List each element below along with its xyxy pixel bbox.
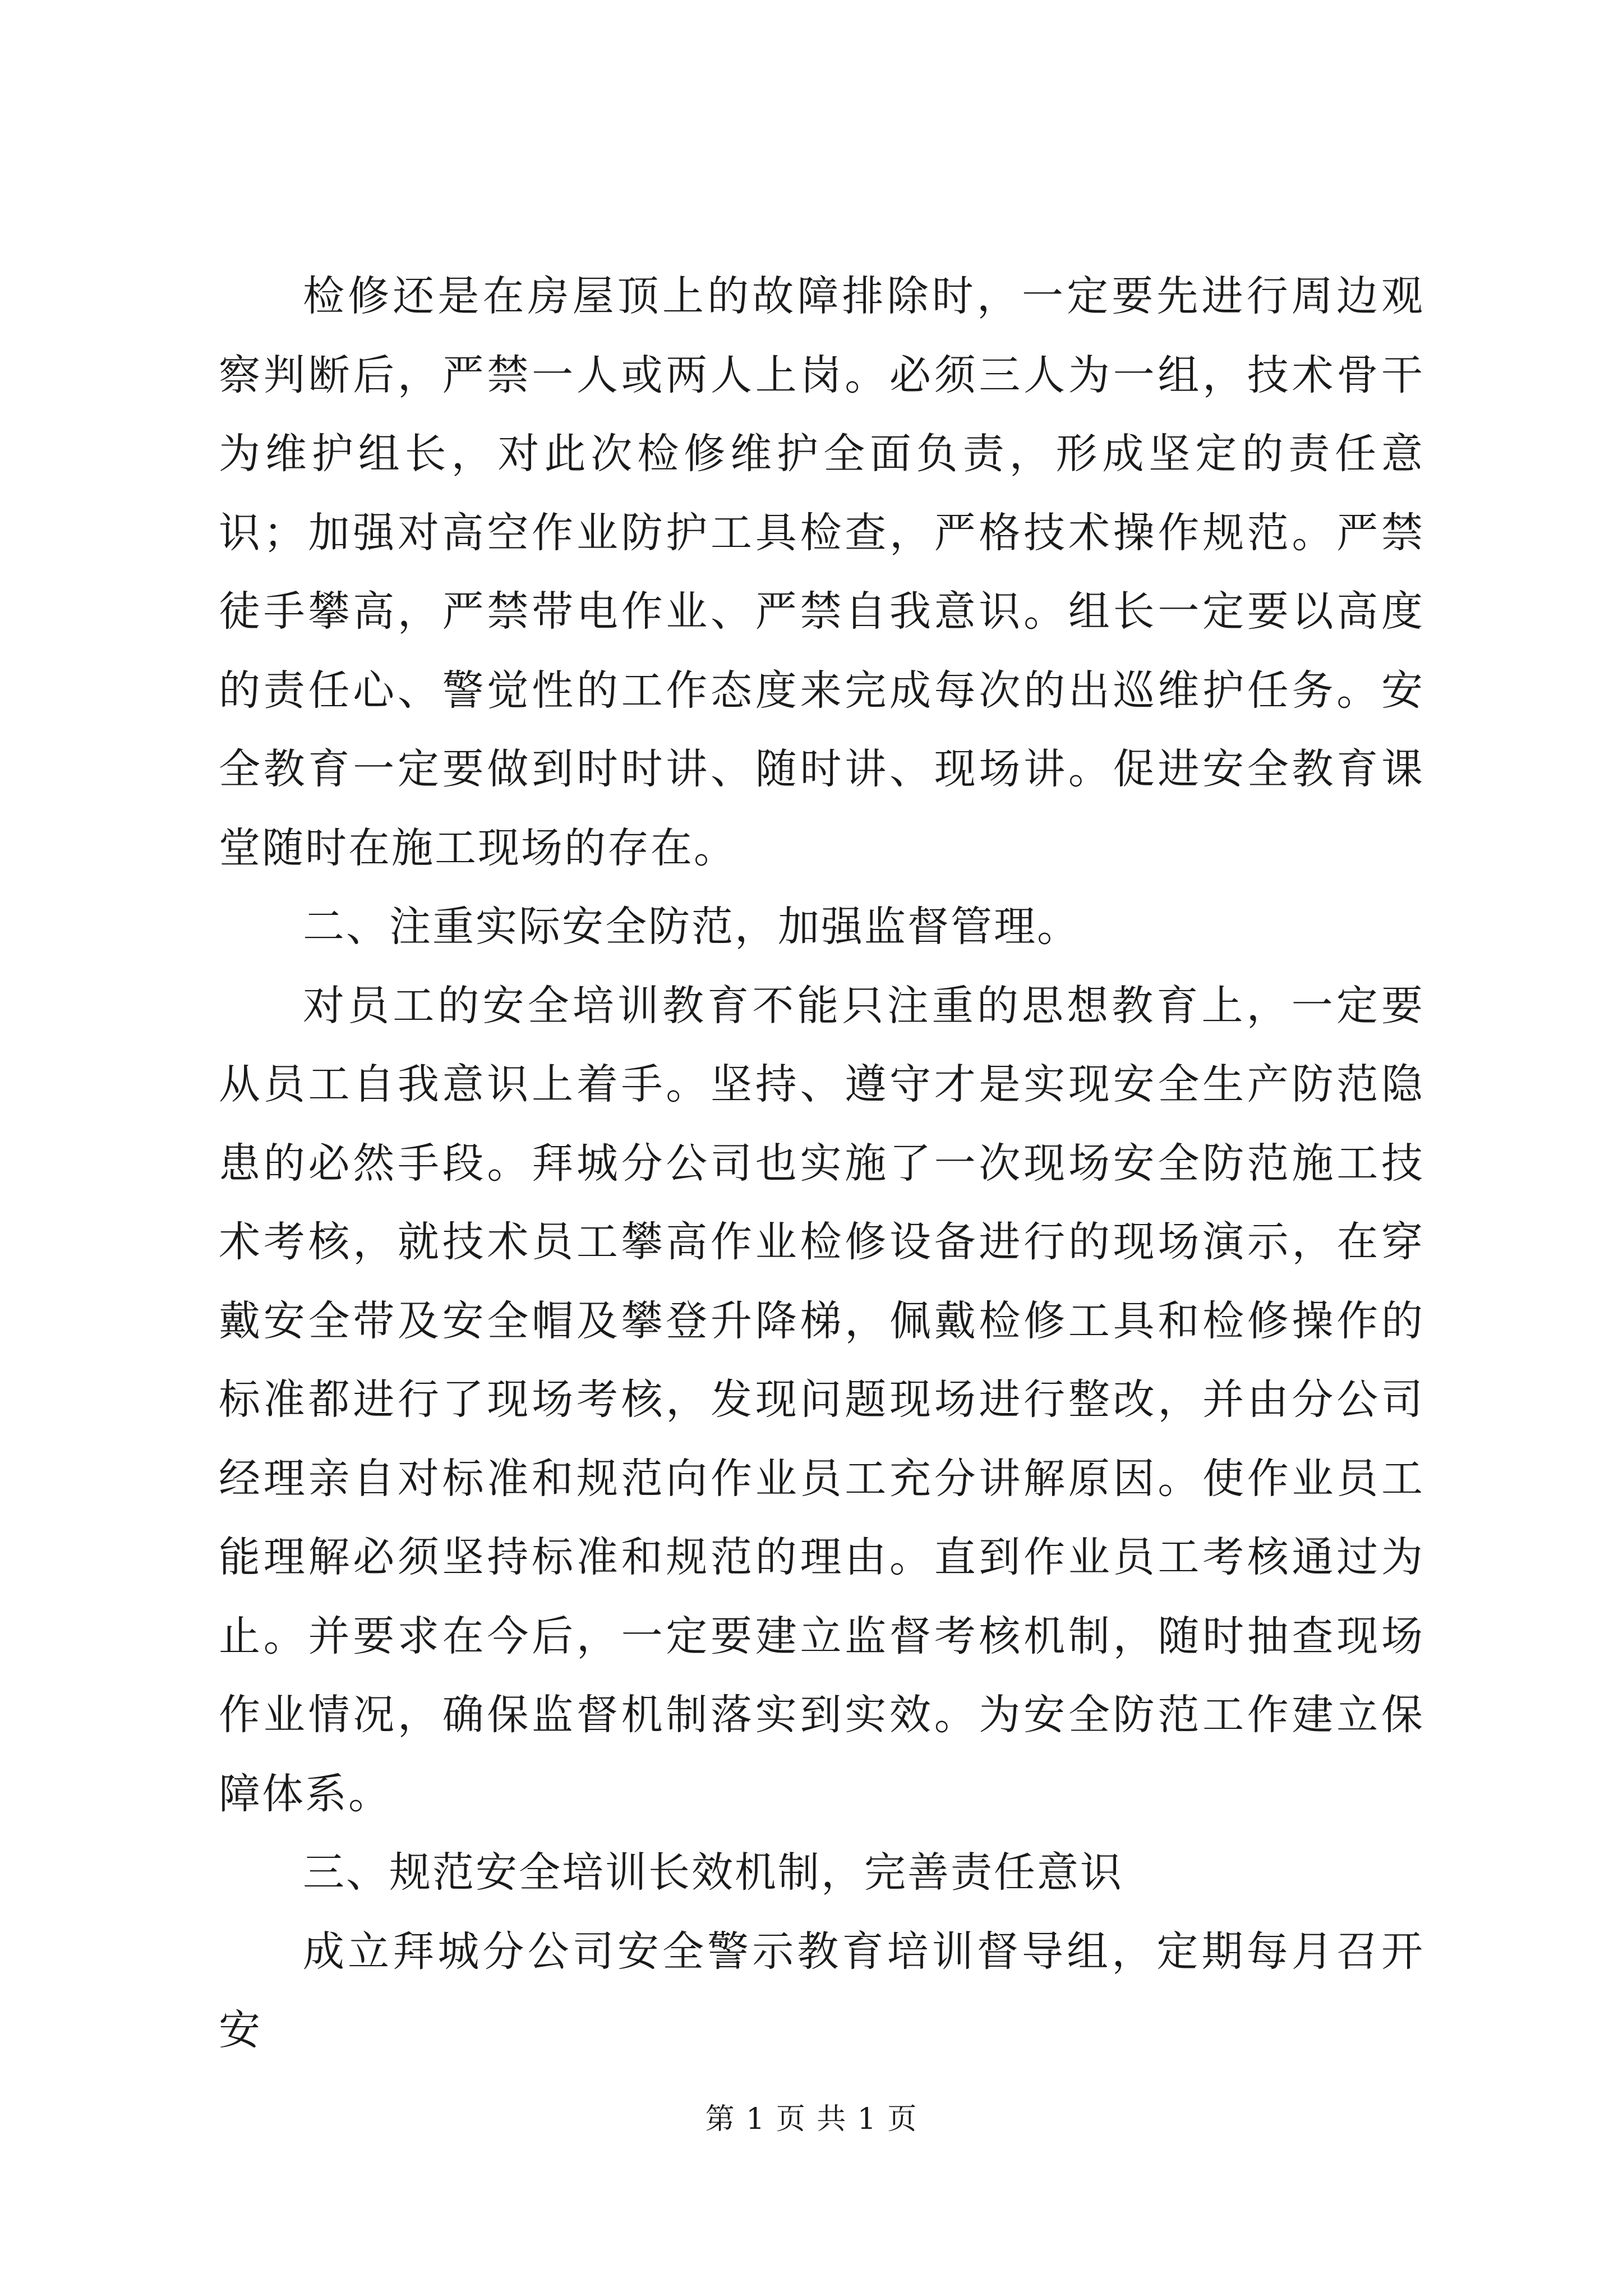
section-heading-2: 二、注重实际安全防范，加强监督管理。	[303, 903, 1080, 951]
page-footer: 第 1 页 共 1 页	[705, 2102, 918, 2136]
section-heading-3: 三、规范安全培训长效机制，完善责任意识	[303, 1848, 1123, 1897]
paragraph-supervision: 对员工的安全培训教育不能只注重的思想教育上，一定要从员工自我意识上着手。坚持、遵守才是实现安全生产防范隐患的必然手段。拜城分公司也实施了一次现场安全防范施工技术考核，就技术员工攀高作业检修设备进行的现场演示，在穿戴安全带及安全帽及攀登升降梯，佩戴检修工具和检修操作的标准都进行了现场考核，发现问题现场进行整改，并由分公司经理亲自对标准和规范向作业员工充分讲解原因。使作业员工能理解必须坚持标准和规范的理由。直到作业员工考核通过为止。并要求在今后，一定要建立监督考核机制，随时抽查现场作业情况，确保监督机制落实到实效。为安全防范工作建立保障体系。	[219, 981, 1424, 1818]
paragraph-safety-inspection: 检修还是在房屋顶上的故障排除时，一定要先进行周边观察判断后，严禁一人或两人上岗。必须三人为一组，技术骨干为维护组长，对此次检修维护全面负责，形成坚定的责任意识；加强对高空作业防护工具检查，严格技术操作规范。严禁徒手攀高，严禁带电作业、严禁自我意识。组长一定要以高度的责任心、警觉性的工作态度来完成每次的出巡维护任务。安全教育一定要做到时时讲、随时讲、现场讲。促进安全教育课堂随时在施工现场的存在。	[219, 272, 1424, 872]
document-body	[219, 257, 1424, 2070]
paragraph-training-group: 成立拜城分公司安全警示教育培训督导组，定期每月召开安	[219, 1927, 1424, 2054]
